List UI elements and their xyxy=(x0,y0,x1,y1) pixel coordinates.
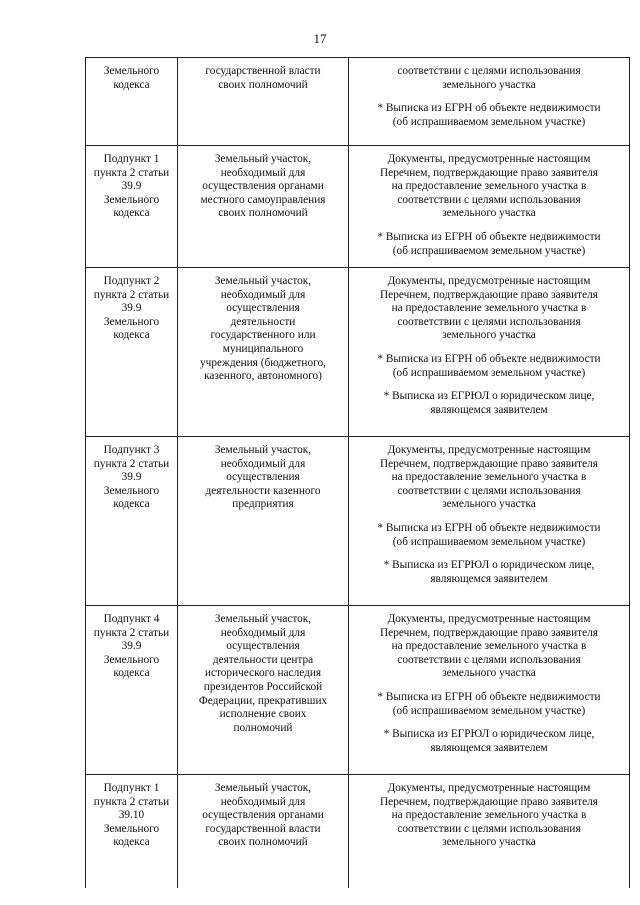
document-line: соответствии с целями использования xyxy=(397,315,581,328)
land-purpose-line: государственной власти xyxy=(205,822,321,835)
article-line: Подпункт 4 xyxy=(103,613,160,625)
land-purpose-cell xyxy=(178,606,349,775)
document-line: земельного участка xyxy=(442,78,536,91)
article-line: Земельного xyxy=(103,653,160,666)
land-purpose-line: Земельный участок, xyxy=(214,153,312,165)
document-line: * Выписка из ЕГРЮЛ о юридическом лице, xyxy=(383,559,595,572)
article-line: Земельного xyxy=(103,315,160,328)
document-item xyxy=(353,231,625,258)
land-purpose-line: необходимый для xyxy=(220,288,306,301)
article-cell xyxy=(86,775,178,889)
land-purpose-line: необходимый для xyxy=(220,795,306,808)
document-item xyxy=(353,522,625,549)
table-row xyxy=(86,58,630,146)
article-line: Подпункт 1 xyxy=(103,782,160,794)
land-purpose-line: муниципального xyxy=(222,342,304,355)
article-line: кодекса xyxy=(113,667,150,680)
document-line: земельного участка xyxy=(442,498,536,511)
documents-cell xyxy=(349,606,630,775)
documents-cell xyxy=(349,775,630,889)
page-number: 17 xyxy=(313,31,327,46)
document-line: (об испрашиваемом земельном участке) xyxy=(392,244,586,257)
land-purpose-line: полномочий xyxy=(233,721,293,734)
article-line: Земельного xyxy=(103,65,160,77)
document-line: * Выписка из ЕГРН об объекте недвижимости xyxy=(377,102,601,115)
document-line: * Выписка из ЕГРН об объекте недвижимости xyxy=(377,352,601,365)
land-purpose-line: осуществления xyxy=(226,302,300,315)
document-line: * Выписка из ЕГРЮЛ о юридическом лице, xyxy=(383,728,595,741)
document-item xyxy=(353,728,625,755)
table-row xyxy=(86,775,630,889)
article-cell xyxy=(86,606,178,775)
article-cell xyxy=(86,58,178,146)
article-line: 39.9 xyxy=(121,471,142,484)
article-cell xyxy=(86,146,178,268)
land-purpose-line: осуществления органами xyxy=(202,809,324,822)
land-purpose-line: необходимый для xyxy=(220,457,306,470)
article-line: 39.9 xyxy=(121,180,142,193)
article-line: кодекса xyxy=(113,836,150,849)
documents-cell xyxy=(349,437,630,606)
documents-cell xyxy=(349,268,630,437)
document-line: Документы, предусмотренные настоящим xyxy=(387,275,591,287)
document-line: Документы, предусмотренные настоящим xyxy=(387,613,591,625)
land-purpose-line: необходимый для xyxy=(220,166,306,179)
land-purpose-line: Земельный участок, xyxy=(214,613,312,625)
land-purpose-line: местного самоуправления xyxy=(200,193,326,206)
land-purpose-line: необходимый для xyxy=(220,626,306,639)
document-item xyxy=(353,782,625,850)
document-line: на предоставление земельного участка в xyxy=(391,640,587,653)
document-item xyxy=(353,275,625,343)
land-purpose-line: государственной власти xyxy=(205,65,321,77)
article-line: 39.9 xyxy=(121,302,142,315)
land-purpose-line: предприятия xyxy=(232,498,294,511)
table-row xyxy=(86,437,630,606)
land-purpose-cell xyxy=(178,268,349,437)
article-line: 39.10 xyxy=(118,809,145,822)
land-purpose-line: Федерации, прекративших xyxy=(198,694,328,707)
table-row xyxy=(86,606,630,775)
document-line: соответствии с целями использования xyxy=(397,65,581,77)
document-line: (об испрашиваемом земельном участке) xyxy=(392,115,586,128)
document-line: Перечнем, подтверждающие право заявителя xyxy=(380,795,598,808)
document-line: Перечнем, подтверждающие право заявителя xyxy=(380,166,598,179)
document-line: соответствии с целями использования xyxy=(397,484,581,497)
document-line: Документы, предусмотренные настоящим xyxy=(387,153,591,165)
land-purpose-line: своих полномочий xyxy=(218,78,308,91)
document-line: * Выписка из ЕГРЮЛ о юридическом лице, xyxy=(383,390,595,403)
land-purpose-line: деятельности казенного xyxy=(205,484,321,497)
document-item xyxy=(353,559,625,586)
article-line: пункта 2 статьи xyxy=(93,626,170,639)
land-purpose-line: деятельности центра xyxy=(212,653,314,666)
article-line: кодекса xyxy=(113,498,150,511)
land-purpose-line: исполнение своих xyxy=(219,708,307,721)
document-line: Перечнем, подтверждающие право заявителя xyxy=(380,288,598,301)
document-line: являющемся заявителем xyxy=(430,572,548,585)
document-item xyxy=(353,102,625,129)
article-cell xyxy=(86,437,178,606)
document-item xyxy=(353,390,625,417)
land-purpose-line: государственного или xyxy=(210,329,316,342)
article-line: пункта 2 статьи xyxy=(93,166,170,179)
document-line: Документы, предусмотренные настоящим xyxy=(387,444,591,456)
land-purpose-cell xyxy=(178,58,349,146)
document-line: соответствии с целями использования xyxy=(397,193,581,206)
documents-table xyxy=(85,57,630,888)
document-item xyxy=(353,65,625,92)
article-line: Подпункт 3 xyxy=(103,444,160,456)
document-line: * Выписка из ЕГРН об объекте недвижимости xyxy=(377,690,601,703)
document-line: соответствии с целями использования xyxy=(397,653,581,666)
document-line: (об испрашиваемом земельном участке) xyxy=(392,366,586,379)
document-line: земельного участка xyxy=(442,207,536,220)
document-line: на предоставление земельного участка в xyxy=(391,809,587,822)
article-line: Земельного xyxy=(103,193,160,206)
land-purpose-line: учреждения (бюджетного, xyxy=(200,356,326,369)
document-item xyxy=(353,153,625,221)
article-line: Подпункт 2 xyxy=(103,275,160,287)
article-line: 39.9 xyxy=(121,640,142,653)
article-cell xyxy=(86,268,178,437)
document-line: * Выписка из ЕГРН об объекте недвижимости xyxy=(377,230,601,243)
document-line: земельного участка xyxy=(442,836,536,849)
land-purpose-line: президентов Российской xyxy=(203,680,323,693)
article-line: пункта 2 статьи xyxy=(93,795,170,808)
document-item xyxy=(353,353,625,380)
document-line: являющемся заявителем xyxy=(430,403,548,416)
document-line: земельного участка xyxy=(442,667,536,680)
table-body xyxy=(86,58,630,889)
land-purpose-line: осуществления xyxy=(226,471,300,484)
document-line: соответствии с целями использования xyxy=(397,822,581,835)
document-line: являющемся заявителем xyxy=(430,741,548,754)
land-purpose-line: своих полномочий xyxy=(218,836,308,849)
land-purpose-line: осуществления органами xyxy=(202,180,324,193)
land-purpose-line: Земельный участок, xyxy=(214,782,312,794)
land-purpose-cell xyxy=(178,146,349,268)
land-purpose-line: Земельный участок, xyxy=(214,275,312,287)
document-line: (об испрашиваемом земельном участке) xyxy=(392,704,586,717)
document-line: земельного участка xyxy=(442,329,536,342)
land-purpose-line: деятельности xyxy=(230,315,296,328)
document-item xyxy=(353,691,625,718)
article-line: Земельного xyxy=(103,822,160,835)
document-item xyxy=(353,613,625,681)
land-purpose-line: своих полномочий xyxy=(218,207,308,220)
article-line: кодекса xyxy=(113,329,150,342)
land-purpose-line: казенного, автономного) xyxy=(204,370,322,383)
article-line: кодекса xyxy=(113,78,150,91)
document-line: * Выписка из ЕГРН об объекте недвижимости xyxy=(377,521,601,534)
land-purpose-line: Земельный участок, xyxy=(214,444,312,456)
table-row xyxy=(86,146,630,268)
document-line: на предоставление земельного участка в xyxy=(391,302,587,315)
document-line: на предоставление земельного участка в xyxy=(391,471,587,484)
article-line: пункта 2 статьи xyxy=(93,288,170,301)
document-item xyxy=(353,444,625,512)
land-purpose-cell xyxy=(178,437,349,606)
land-purpose-line: исторического наследия xyxy=(204,667,322,680)
table-row xyxy=(86,268,630,437)
documents-cell xyxy=(349,146,630,268)
land-purpose-cell xyxy=(178,775,349,889)
land-purpose-line: осуществления xyxy=(226,640,300,653)
documents-cell xyxy=(349,58,630,146)
document-line: на предоставление земельного участка в xyxy=(391,180,587,193)
document-line: Перечнем, подтверждающие право заявителя xyxy=(380,626,598,639)
article-line: Земельного xyxy=(103,484,160,497)
article-line: кодекса xyxy=(113,207,150,220)
article-line: пункта 2 статьи xyxy=(93,457,170,470)
article-line: Подпункт 1 xyxy=(103,153,160,165)
document-line: Перечнем, подтверждающие право заявителя xyxy=(380,457,598,470)
document-line: Документы, предусмотренные настоящим xyxy=(387,782,591,794)
document-line: (об испрашиваемом земельном участке) xyxy=(392,535,586,548)
